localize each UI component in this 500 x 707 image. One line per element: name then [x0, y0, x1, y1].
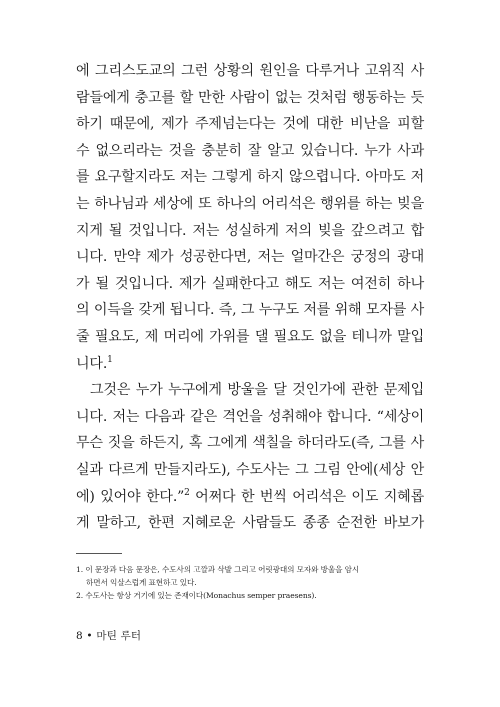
- text-line: 에 그리스도교의 그런 상황의 원인을 다루거나 고위직 사: [76, 63, 424, 79]
- text-line: [76, 351, 424, 378]
- text-segment: 니다.: [76, 355, 108, 372]
- text-line: 를 요구할지라도 저는 그렇게 하지 않으렵니다. 아마도 저: [76, 169, 424, 186]
- text-line: 게 말하고, 한편 지혜로운 사람들도 종종 순전한 바보가: [76, 515, 424, 532]
- text-line: 줄 필요도, 제 머리에 가위를 댈 필요도 없을 테니까 말입: [76, 328, 424, 345]
- text-line: 그것은 누가 누구에게 방울을 달 것인가에 관한 문제입: [90, 382, 424, 399]
- footnote-ref-1: 1: [107, 354, 113, 365]
- text-line: 하기 때문에, 제가 주제넘는다는 것에 대한 비난을 피할: [76, 116, 424, 133]
- text-line: 람들에게 충고를 할 만한 사람이 없는 것처럼 행동하는 듯: [76, 89, 424, 106]
- footnote-2-line: 2. 수도사는 항상 거기에 있는 존재이다(Monachus semper praesens).: [76, 591, 317, 600]
- footnote-ref-2: 2: [184, 487, 190, 498]
- text-line: 지게 될 것입니다. 저는 성실하게 저의 빚을 갚으려고 합: [76, 222, 424, 239]
- text-line: 무슨 짓을 하든지, 혹 그에게 색칠을 하더라도(즉, 그를 사: [76, 435, 424, 452]
- text-line: 의 이득을 갖게 됩니다. 즉, 그 누구도 저를 위해 모자를 사: [76, 302, 424, 319]
- text-segment: 에) 있어야 한다.”: [76, 488, 185, 505]
- footnotes: [76, 563, 424, 602]
- text-segment: 어쩌다 한 번씩 어리석은 이도 지혜롭: [189, 488, 424, 505]
- text-line: [76, 484, 424, 511]
- text-line: 는 하나님과 세상에 또 하나의 어리석은 행위를 하는 빚을: [76, 195, 424, 212]
- text-line: 실과 다르게 만들지라도), 수도사는 그 그림 안에(세상 안: [76, 461, 424, 478]
- footnote-1-line: 하면서 익살스럽게 표현하고 있다.: [86, 578, 197, 587]
- text-line: 니다. 저는 다음과 같은 격언을 성취해야 합니다. “세상이: [76, 408, 424, 425]
- body-text: [76, 58, 424, 537]
- text-line: 수 없으리라는 것을 충분히 잘 알고 있습니다. 누가 사과: [76, 142, 424, 159]
- footnote-separator: [76, 553, 122, 554]
- text-line: 니다. 만약 제가 성공한다면, 저는 얼마간은 궁정의 광대: [76, 249, 424, 266]
- footnote-1-line: 1. 이 문장과 다음 문장은, 수도사의 고깔과 삭발 그리고 어릿광대의 모자와 방울을 암시: [76, 565, 360, 574]
- text-line: 가 될 것입니다. 제가 실패한다고 해도 저는 여전히 하나: [76, 275, 424, 292]
- page-folio: 8 • 마틴 루터: [76, 630, 142, 642]
